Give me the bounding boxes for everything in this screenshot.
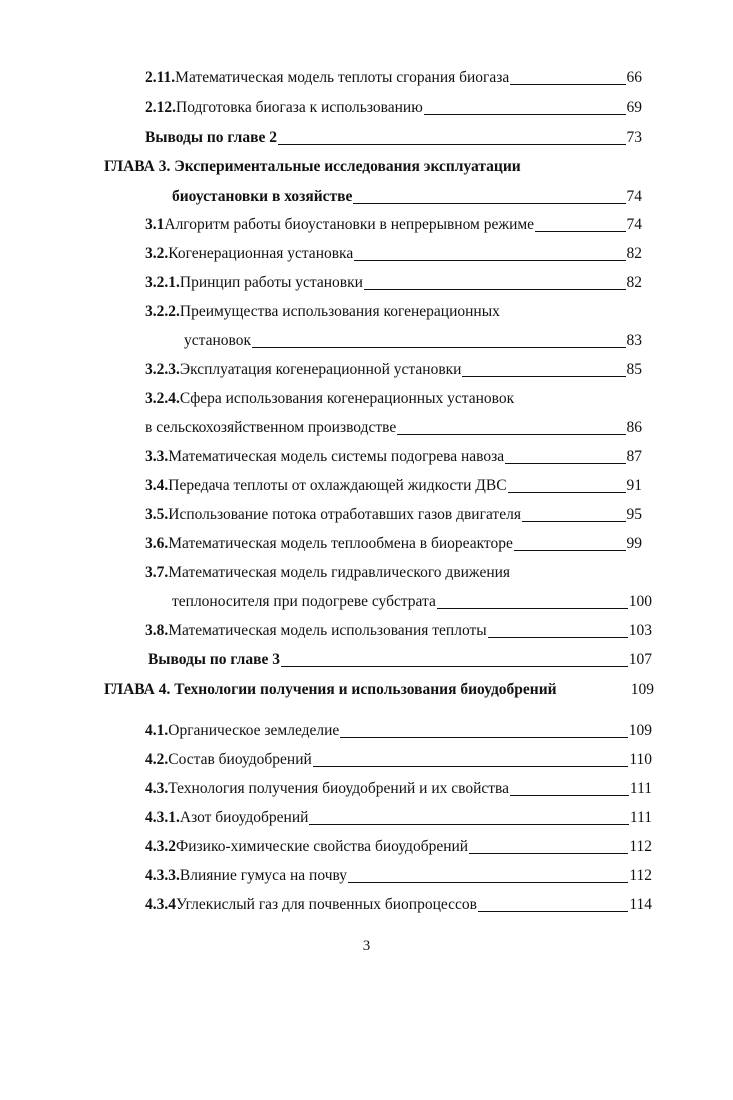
toc-entry — [145, 98, 642, 118]
toc-entry-number: 4.3.3. — [145, 867, 180, 884]
dot-leader — [535, 231, 625, 232]
dot-leader — [281, 666, 628, 667]
toc-entry-page: 100 — [628, 593, 652, 610]
toc-entry — [145, 128, 642, 148]
toc-entry-page: 66 — [626, 69, 642, 86]
toc-entry-number: 3.5. — [145, 506, 169, 523]
toc-entry-page: 69 — [626, 99, 642, 116]
toc-entry-title: Преимущества использования когенерационных — [179, 303, 500, 320]
toc-entry — [145, 750, 652, 770]
toc-entry-title: в сельскохозяйственном производстве — [145, 419, 397, 436]
toc-entry-number: 4.3.2 — [145, 838, 176, 855]
toc-entry-number: 3.2.2. — [145, 303, 180, 320]
toc-entry-number: 4.1. — [145, 722, 169, 739]
toc-entry — [145, 389, 642, 409]
toc-entry-title: Выводы по главе 3 — [148, 651, 280, 668]
toc-entry-title: Алгоритм работы биоустановки в непрерывном режиме — [164, 216, 535, 233]
toc-entry-page: 99 — [626, 535, 642, 552]
toc-entry-title: Математическая модель гидравлического движения — [168, 564, 511, 581]
toc-chapter-heading — [104, 680, 654, 700]
toc-chapter-heading — [104, 157, 644, 177]
toc-entry-number: 4.2. — [145, 751, 169, 768]
toc-entry-title: Выводы по главе 2 — [145, 129, 277, 146]
toc-entry-page: 82 — [626, 274, 642, 291]
toc-entry-page: 112 — [629, 867, 652, 884]
toc-entry-number: 3.7. — [145, 564, 169, 581]
dot-leader — [510, 84, 625, 85]
toc-entry-page: 73 — [626, 129, 642, 146]
toc-entry-number: 3.3. — [145, 448, 169, 465]
toc-entry-title: Математическая модель использования теплоты — [168, 622, 487, 639]
toc-entry-number: 3.2.3. — [145, 361, 180, 378]
toc-entry-page: 103 — [628, 622, 652, 639]
toc-entry-page: 109 — [628, 722, 652, 739]
toc-entry-number: 4.3. — [145, 780, 169, 797]
toc-entry-title: Технология получения биоудобрений и их свойства — [168, 780, 510, 797]
toc-entry-title: теплоносителя при подогреве субстрата — [172, 593, 436, 610]
toc-entry — [145, 244, 642, 264]
toc-entry-number: 2.12. — [145, 99, 176, 116]
toc-entry — [145, 360, 642, 380]
toc-entry-page: 82 — [626, 245, 642, 262]
toc-entry-continuation — [184, 331, 642, 351]
toc-entry — [145, 505, 642, 525]
toc-entry-title: ГЛАВА 4. Технологии получения и использования биоудобрений — [104, 681, 557, 698]
toc-entry-title: Использование потока отработавших газов двигателя — [168, 506, 521, 523]
toc-entry-title: Азот биоудобрений — [179, 809, 309, 826]
toc-entry — [145, 837, 652, 857]
toc-entry-number: 4.3.4 — [145, 896, 176, 913]
toc-entry — [145, 866, 652, 886]
toc-entry-title: Сфера использования когенерационных установок — [179, 390, 515, 407]
dot-leader — [354, 260, 625, 261]
dot-leader — [397, 434, 625, 435]
dot-leader — [514, 550, 626, 551]
toc-entry — [145, 273, 642, 293]
toc-entry-page: 112 — [629, 838, 652, 855]
toc-entry — [145, 302, 642, 322]
toc-entry — [145, 215, 642, 235]
toc-entry — [145, 779, 652, 799]
toc-entry-title: Подготовка биогаза к использованию — [176, 99, 423, 116]
toc-entry — [172, 187, 642, 207]
dot-leader — [437, 608, 628, 609]
dot-leader — [510, 795, 629, 796]
toc-entry-title: Когенерационная установка — [168, 245, 354, 262]
toc-entry-title: Состав биоудобрений — [168, 751, 312, 768]
toc-entry-title: Влияние гумуса на почву — [179, 867, 348, 884]
dot-leader — [313, 766, 629, 767]
toc-entry-continuation — [172, 592, 652, 612]
dot-leader — [478, 911, 628, 912]
toc-entry — [145, 563, 642, 583]
dot-leader — [488, 637, 628, 638]
dot-leader — [505, 463, 625, 464]
toc-entry-title: Органическое земледелие — [168, 722, 340, 739]
toc-entry-page: 87 — [626, 448, 642, 465]
toc-entry-number: 3.2.4. — [145, 390, 180, 407]
toc-entry-number: 3.2.1. — [145, 274, 180, 291]
toc-entry — [145, 808, 652, 828]
toc-entry-page: 114 — [629, 896, 652, 913]
toc-entry-page: 109 — [630, 681, 654, 698]
toc-entry-page: 74 — [626, 188, 642, 205]
toc-entry-title: Математическая модель теплоты сгорания биогаза — [175, 69, 510, 86]
toc-entry-number: 3.2. — [145, 245, 169, 262]
toc-entry-title: Углекислый газ для почвенных биопроцессов — [176, 896, 477, 913]
toc-entry-continuation — [145, 418, 642, 438]
toc-entry — [145, 895, 652, 915]
toc-entry-page: 110 — [629, 751, 652, 768]
toc-entry — [145, 621, 652, 641]
dot-leader — [462, 376, 625, 377]
toc-entry-page: 83 — [626, 332, 642, 349]
dot-leader — [340, 737, 627, 738]
toc-entry — [145, 447, 642, 467]
toc-entry-page: 95 — [626, 506, 642, 523]
dot-leader — [469, 853, 628, 854]
toc-entry-number: 3.6. — [145, 535, 169, 552]
toc-entry-number: 2.11. — [145, 69, 176, 86]
toc-entry-page: 111 — [629, 780, 652, 797]
dot-leader — [508, 492, 626, 493]
dot-leader — [353, 203, 625, 204]
toc-entry — [145, 721, 652, 741]
toc-entry-number: 3.1 — [145, 216, 165, 233]
toc-entry-title: Принцип работы установки — [179, 274, 363, 291]
toc-entry-title: биоустановки в хозяйстве — [172, 188, 353, 205]
dot-leader — [522, 521, 626, 522]
dot-leader — [348, 882, 628, 883]
toc-entry-page: 74 — [626, 216, 642, 233]
toc-entry-title: Эксплуатация когенерационной установки — [179, 361, 462, 378]
toc-entry-page: 111 — [629, 809, 652, 826]
dot-leader — [252, 347, 625, 348]
toc-entry-title: Математическая модель теплообмена в биореакторе — [168, 535, 513, 552]
toc-entry-title: Передача теплоты от охлаждающей жидкости ДВС — [168, 477, 507, 494]
toc-entry-number: 4.3.1. — [145, 809, 180, 826]
dot-leader — [424, 114, 626, 115]
toc-entry-title: ГЛАВА 3. Экспериментальные исследования эксплуатации — [104, 158, 521, 175]
toc-entry-page: 85 — [626, 361, 642, 378]
dot-leader — [309, 824, 628, 825]
dot-leader — [278, 144, 626, 145]
toc-entry-number: 3.4. — [145, 477, 169, 494]
toc-entry-title: Физико-химические свойства биоудобрений — [176, 838, 469, 855]
toc-entry — [148, 650, 652, 670]
dot-leader — [364, 289, 626, 290]
toc-entry — [145, 68, 642, 88]
toc-entry-title: установок — [184, 332, 252, 349]
toc-entry-page: 91 — [626, 477, 642, 494]
toc-entry-number: 3.8. — [145, 622, 169, 639]
toc-entry — [145, 476, 642, 496]
toc-entry — [145, 534, 642, 554]
toc-entry-page: 107 — [628, 651, 652, 668]
page-number: 3 — [362, 938, 371, 954]
toc-entry-title: Математическая модель системы подогрева навоза — [168, 448, 505, 465]
toc-entry-page: 86 — [626, 419, 642, 436]
